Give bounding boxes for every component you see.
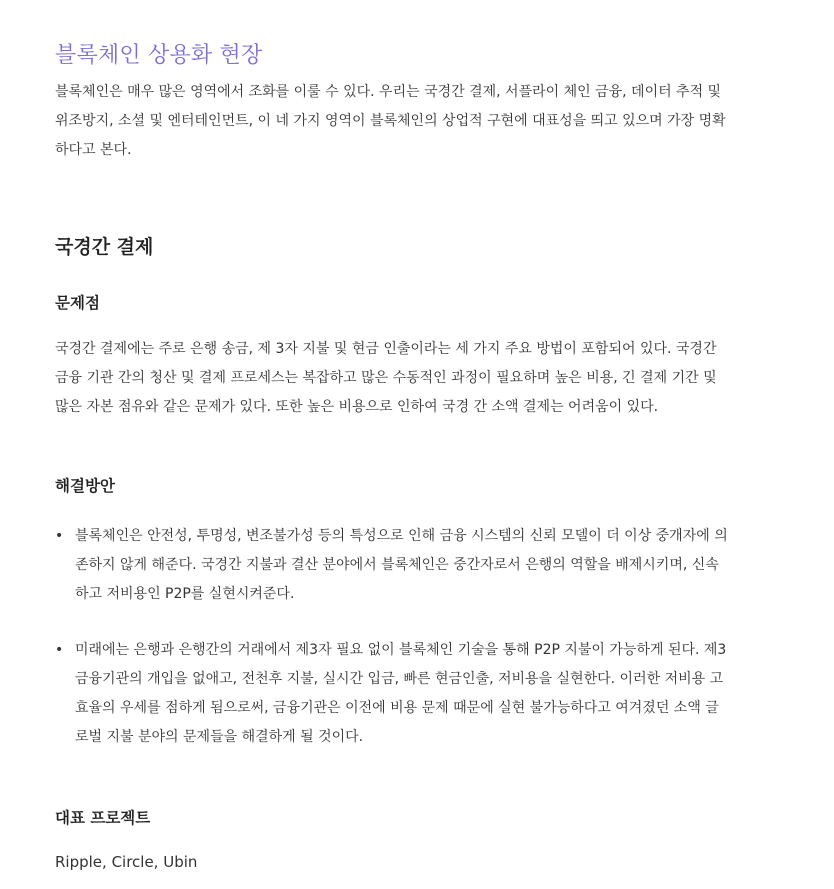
solution-item-line: 존하지 않게 해준다. 국경간 지불과 결산 분야에서 블록체인은 중간자로서 은행의 역할을 배제시키며, 신속	[75, 557, 719, 573]
projects-heading: 대표 프로젝트	[55, 809, 151, 827]
intro-line: 위조방지, 소셜 및 엔터테인먼트, 이 네 가지 영역이 블록체인의 상업적 구현에 대표성을 띄고 있으며 가장 명확	[55, 113, 726, 129]
solution-item-text	[75, 636, 767, 752]
solution-item-text	[75, 522, 767, 609]
solution-list-item	[55, 522, 767, 609]
solution-heading: 해결방안	[55, 477, 115, 495]
cross-border-heading: 국경간 결제	[55, 236, 154, 258]
projects-text: Ripple, Circle, Ubin	[55, 853, 198, 871]
bullet-icon: •	[55, 528, 64, 544]
problem-line: 국경간 결제에는 주로 은행 송금, 제 3자 지불 및 현금 인출이라는 세 가지 주요 방법이 포함되어 있다. 국경간	[55, 341, 717, 357]
solution-item-line: 미래에는 은행과 은행간의 거래에서 제3자 필요 없이 블록체인 기술을 통해 P2P 지불이 가능하게 된다. 제3	[75, 642, 727, 658]
problem-heading: 문제점	[55, 294, 100, 312]
bullet-icon: •	[55, 642, 64, 658]
solution-item-line: 하고 저비용인 P2P를 실현시켜준다.	[75, 586, 295, 602]
problem-paragraph	[55, 335, 767, 422]
solution-item-line: 로벌 지불 분야의 문제들을 해결하게 될 것이다.	[75, 729, 364, 745]
section-title: 블록체인 상용화 현장	[55, 43, 263, 68]
problem-line: 많은 자본 점유와 같은 문제가 있다. 또한 높은 비용으로 인하여 국경 간 소액 결제는 어려움이 있다.	[55, 399, 659, 415]
intro-line: 하다고 본다.	[55, 142, 132, 158]
solution-item-line: 금융기관의 개입을 없애고, 전천후 지불, 실시간 입금, 빠른 현금인출, 저비용을 실현한다. 이러한 저비용 고	[75, 671, 724, 687]
intro-line: 블록체인은 매우 많은 영역에서 조화를 이룰 수 있다. 우리는 국경간 결제, 서플라이 체인 금융, 데이터 추적 및	[55, 84, 722, 100]
solution-item-line: 효율의 우세를 점하게 됨으로써, 금융기관은 이전에 비용 문제 때문에 실현 불가능하다고 여겨졌던 소액 글	[75, 700, 719, 716]
solution-item-line: 블록체인은 안전성, 투명성, 변조불가성 등의 특성으로 인해 금융 시스템의 신뢰 모델이 더 이상 중개자에 의	[75, 528, 728, 544]
problem-line: 금융 기관 간의 청산 및 결제 프로세스는 복잡하고 많은 수동적인 과정이 필요하며 높은 비용, 긴 결제 기간 및	[55, 370, 717, 386]
solution-list-item	[55, 636, 767, 752]
intro-paragraph	[55, 78, 767, 165]
